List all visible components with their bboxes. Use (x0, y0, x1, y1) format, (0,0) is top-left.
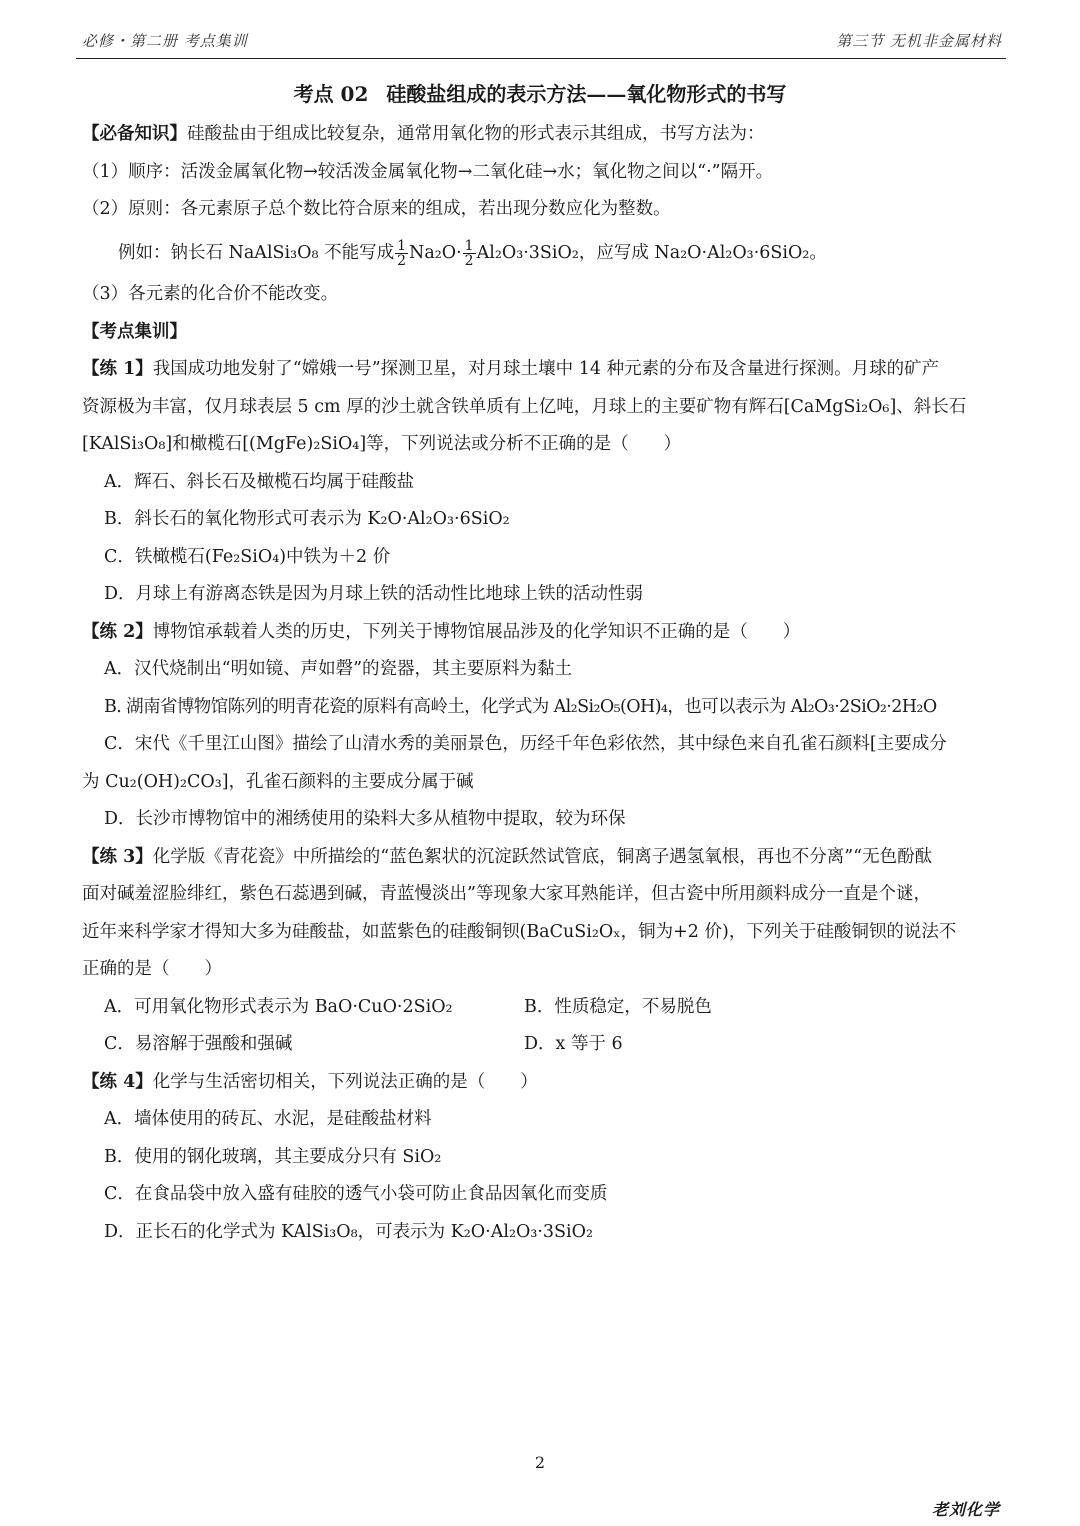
q1-line-1 (82, 351, 1004, 389)
q2-option-b: B. 湖南省博物馆陈列的明青花瓷的原料有高岭土，化学式为 Al₂Si₂O₅(OH)₄，也可以表示为 Al₂O₃·2SiO₂·2H₂O (104, 696, 937, 717)
title-code: 考点 02 (293, 82, 369, 106)
example-part-1: Na₂O· (409, 242, 462, 263)
q3-options-row-1 (82, 989, 1004, 1027)
knowledge-example (82, 235, 1004, 273)
knowledge-rule-1: （1）顺序：活泼金属氧化物→较活泼金属氧化物→二氧化硅→水；氧化物之间以“·”隔开。 (82, 161, 774, 182)
brand-label: 老刘化学 (931, 1500, 1000, 1519)
q1-label: 【练 1】 (82, 359, 153, 379)
q3-line-4: 正确的是（ ） (82, 959, 222, 979)
q2-option-c-line-2: 为 Cu₂(OH)₂CO₃]，孔雀石颜料的主要成分属于碱 (82, 771, 474, 792)
q4-stem-text: 化学与生活密切相关，下列说法正确的是（ ） (152, 1071, 538, 1092)
page-title (0, 78, 1080, 107)
knowledge-intro (82, 116, 1004, 154)
header-right: 第三节 无机非金属材料 (836, 32, 1002, 50)
q1-line-3: [KAlSi₃O₈]和橄榄石[(MgFe)₂SiO₄]等，下列说法或分析不正确的是（ ） (82, 434, 682, 454)
document-body (82, 116, 1004, 1251)
fraction-denominator: 2 (397, 252, 406, 269)
header-left: 必修・第二册 考点集训 (82, 32, 248, 50)
fraction-denominator: 2 (464, 252, 474, 269)
q3-label: 【练 3】 (82, 846, 153, 867)
q3-options-row-2 (82, 1026, 1004, 1064)
q4-option-b: B．使用的钢化玻璃，其主要成分只有 SiO₂ (104, 1146, 442, 1167)
q3-option-a: A．可用氧化物形式表示为 BaO·CuO·2SiO₂ (104, 996, 453, 1017)
q2-option-d: D．长沙市博物馆中的湘绣使用的染料大多从植物中提取，较为环保 (104, 809, 626, 829)
q1-line-2: 资源极为丰富，仅月球表层 5 cm 厚的沙土就含铁单质有上亿吨，月球上的主要矿物有辉石[CaMgSi₂O₆]、斜长石 (82, 396, 967, 417)
practice-label: 【考点集训】 (82, 321, 187, 342)
knowledge-intro-text: 硅酸盐由于组成比较复杂，通常用氧化物的形式表示其组成，书写方法为： (187, 124, 765, 144)
q3-text-1: 化学版《青花瓷》中所描绘的“蓝色絮状的沉淀跃然试管底，铜离子遇氢氧根，再也不分离”“无色酚酞 (152, 846, 933, 867)
fraction-numerator: 1 (464, 237, 474, 254)
q3-line-3: 近年来科学家才得知大多为硅酸盐，如蓝紫色的硅酸铜钡(BaCuSi₂Oₓ，铜为+2 价)，下列关于硅酸铜钡的说法不 (82, 921, 957, 942)
q2-option-a: A．汉代烧制出“明如镜、声如磬”的瓷器，其主要原料为黏土 (104, 659, 573, 679)
q4-option-c: C．在食品袋中放入盛有硅胶的透气小袋可防止食品因氧化而变质 (104, 1184, 608, 1204)
title-text: 硅酸盐组成的表示方法——氧化物形式的书写 (386, 82, 787, 106)
fraction-half-1 (395, 239, 408, 268)
q2-option-c-line-1: C．宋代《千里江山图》描绘了山清水秀的美丽景色，历经千年色彩依然，其中绿色来自孔雀石颜料[主要成分 (104, 734, 947, 754)
header-divider (76, 58, 1006, 59)
q1-option-c: C．铁橄榄石(Fe₂SiO₄)中铁为＋2 价 (104, 546, 391, 567)
example-part-2: Al₂O₃·3SiO₂，应写成 Na₂O·Al₂O₃·6SiO₂。 (476, 242, 827, 263)
q3-option-b: B．性质稳定，不易脱色 (524, 996, 712, 1017)
q2-stem-text: 博物馆承载着人类的历史，下列关于博物馆展品涉及的化学知识不正确的是（ ） (152, 621, 801, 642)
q1-text-1: 我国成功地发射了“嫦娥一号”探测卫星，对月球土壤中 14 种元素的分布及含量进行探测。月球的矿产 (152, 359, 940, 379)
fraction-numerator: 1 (397, 237, 406, 254)
fraction-half-2 (463, 239, 476, 268)
q1-option-a: A．辉石、斜长石及橄榄石均属于硅酸盐 (104, 471, 415, 492)
q1-option-d: D．月球上有游离态铁是因为月球上铁的活动性比地球上铁的活动性弱 (104, 584, 644, 604)
q3-option-c: C．易溶解于强酸和强碱 (104, 1034, 293, 1054)
knowledge-rule-3: （3）各元素的化合价不能改变。 (82, 284, 339, 304)
knowledge-rule-2: （2）原则：各元素原子总个数比符合原来的组成，若出现分数应化为整数。 (82, 199, 671, 219)
q3-line-1 (82, 839, 1004, 877)
q3-line-2: 面对碱羞涩脸绯红，紫色石蕊遇到碱，青蓝慢淡出”等现象大家耳熟能详，但古瓷中所用颜料成分一直是个谜， (82, 884, 931, 904)
page-number: 2 (534, 1453, 546, 1472)
knowledge-label: 【必备知识】 (82, 124, 187, 144)
example-prefix: 例如：钠长石 NaAlSi₃O₈ 不能写成 (118, 242, 395, 263)
q4-option-d: D．正长石的化学式为 KAlSi₃O₈，可表示为 K₂O·Al₂O₃·3SiO₂ (104, 1221, 593, 1242)
q4-option-a: A．墙体使用的砖瓦、水泥，是硅酸盐材料 (104, 1109, 432, 1129)
q4-label: 【练 4】 (82, 1071, 153, 1092)
q1-option-b: B．斜长石的氧化物形式可表示为 K₂O·Al₂O₃·6SiO₂ (104, 509, 510, 529)
q2-label: 【练 2】 (82, 621, 153, 642)
q4-stem (82, 1064, 1004, 1102)
q3-option-d: D．x 等于 6 (524, 1034, 623, 1054)
q2-stem (82, 614, 1004, 652)
